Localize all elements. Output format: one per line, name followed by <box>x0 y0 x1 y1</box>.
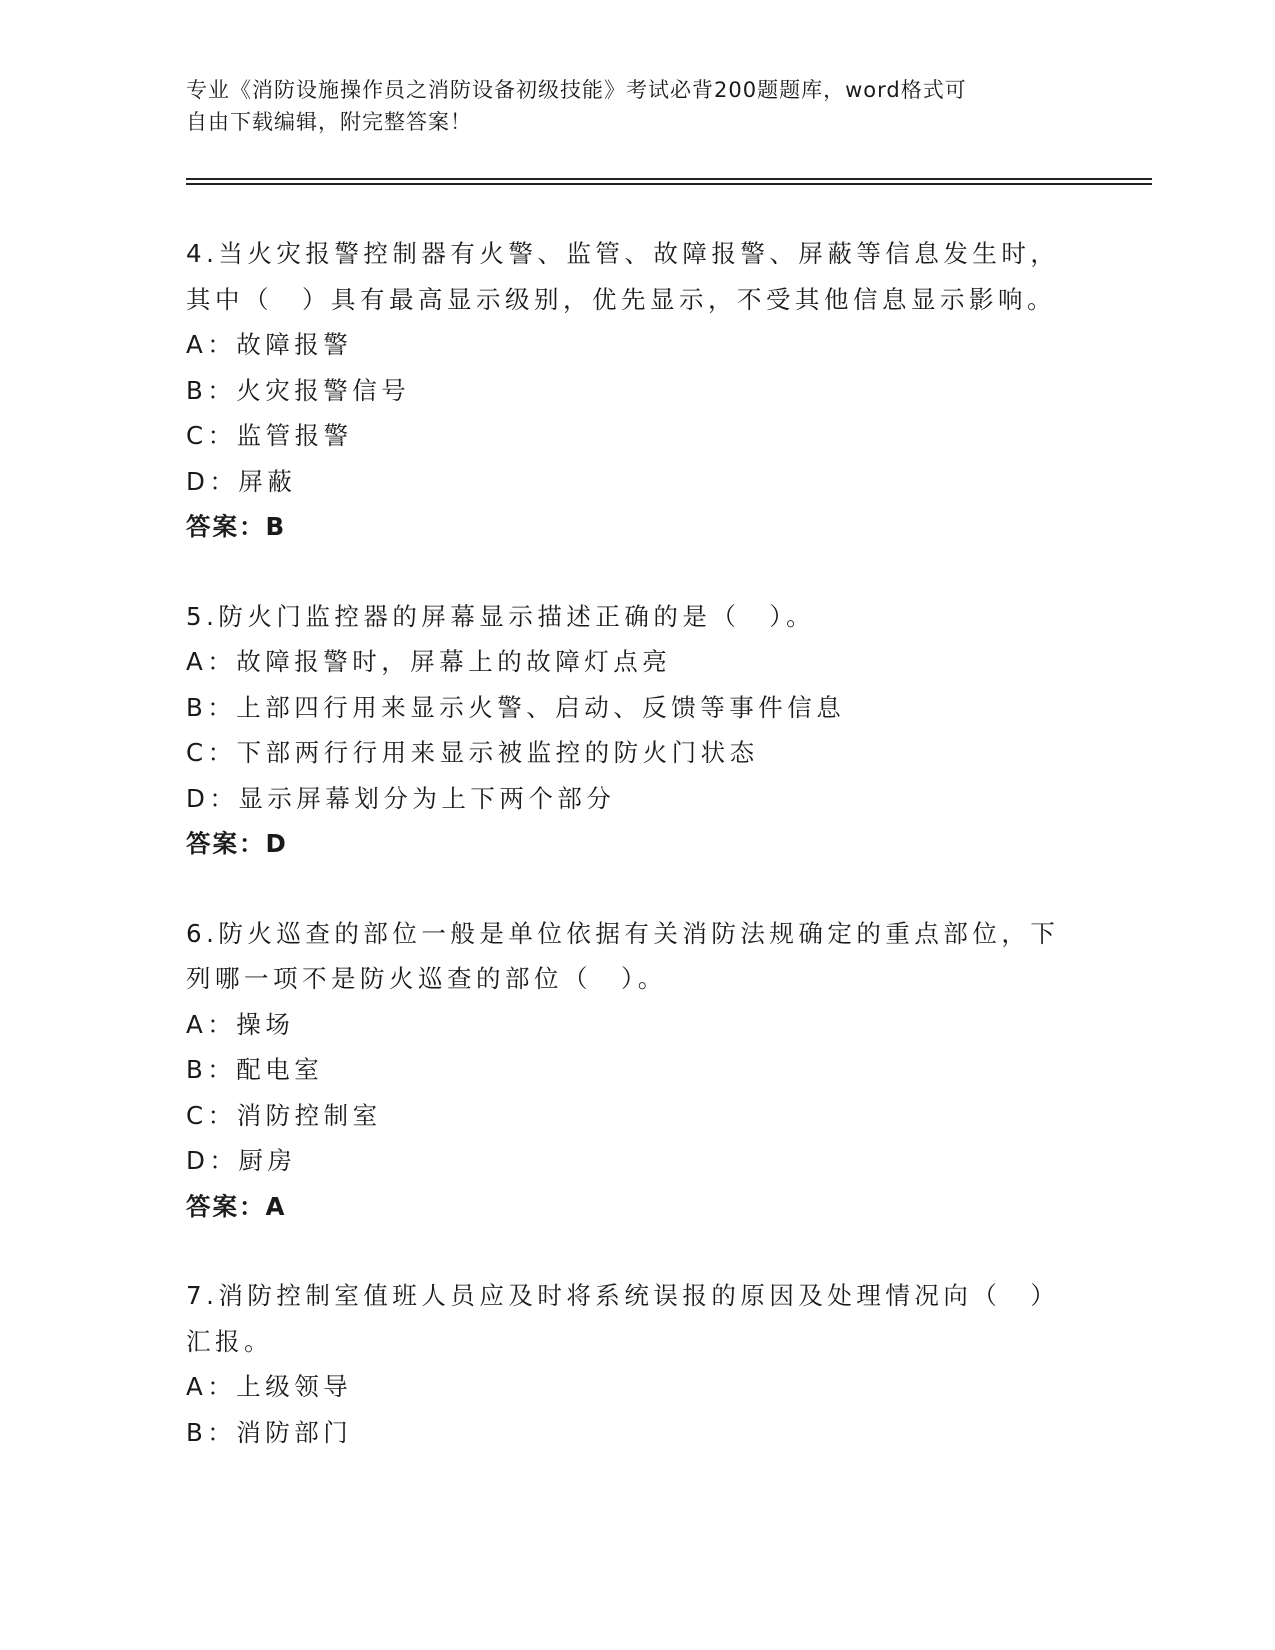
option-d: D：厨房 <box>186 1146 297 1175</box>
option-b: B：配电室 <box>186 1055 324 1084</box>
question-list <box>186 231 1106 1499</box>
option-a: A：操场 <box>186 1009 295 1039</box>
question-5 <box>186 594 1106 867</box>
question-stem: 5.防火门监控器的屏幕显示描述正确的是（ ）。 <box>186 601 816 631</box>
answer-label: 答案：B <box>186 512 287 541</box>
question-stem: 汇报。 <box>186 1326 273 1356</box>
header-divider-top <box>186 178 1152 180</box>
answer-label: 答案：A <box>186 1191 287 1221</box>
option-a: A：故障报警 <box>186 330 353 359</box>
question-7 <box>186 1273 1106 1455</box>
option-b: B：火灾报警信号 <box>186 375 411 405</box>
question-stem: 6.防火巡查的部位一般是单位依据有关消防法规确定的重点部位，下 <box>186 918 1060 948</box>
option-b: B：消防部门 <box>186 1417 353 1447</box>
option-b: B：上部四行用来显示火警、启动、反馈等事件信息 <box>186 692 846 722</box>
option-c: C：监管报警 <box>186 421 353 450</box>
question-stem: 4.当火灾报警控制器有火警、监管、故障报警、屏蔽等信息发生时， <box>186 239 1060 268</box>
answer-label: 答案：D <box>186 829 288 858</box>
question-stem: 列哪一项不是防火巡查的部位（ ）。 <box>186 964 667 993</box>
option-d: D：显示屏幕划分为上下两个部分 <box>186 783 616 813</box>
question-6 <box>186 911 1106 1230</box>
header-line-1: 专业《消防设施操作员之消防设备初级技能》考试必背200题题库，word格式可 <box>186 78 967 102</box>
option-d: D：屏蔽 <box>186 466 297 496</box>
option-a: A：故障报警时，屏幕上的故障灯点亮 <box>186 647 672 676</box>
question-stem: 7.消防控制室值班人员应及时将系统误报的原因及处理情况向（ ） <box>186 1281 1060 1310</box>
document-header <box>186 74 1066 138</box>
question-stem: 其中（ ）具有最高显示级别，优先显示，不受其他信息显示影响。 <box>186 284 1056 314</box>
header-divider-bottom <box>186 183 1152 185</box>
option-a: A：上级领导 <box>186 1372 353 1401</box>
option-c: C：消防控制室 <box>186 1100 382 1130</box>
option-c: C：下部两行行用来显示被监控的防火门状态 <box>186 738 759 767</box>
header-line-2: 自由下载编辑，附完整答案！ <box>186 110 472 134</box>
question-4 <box>186 231 1106 550</box>
